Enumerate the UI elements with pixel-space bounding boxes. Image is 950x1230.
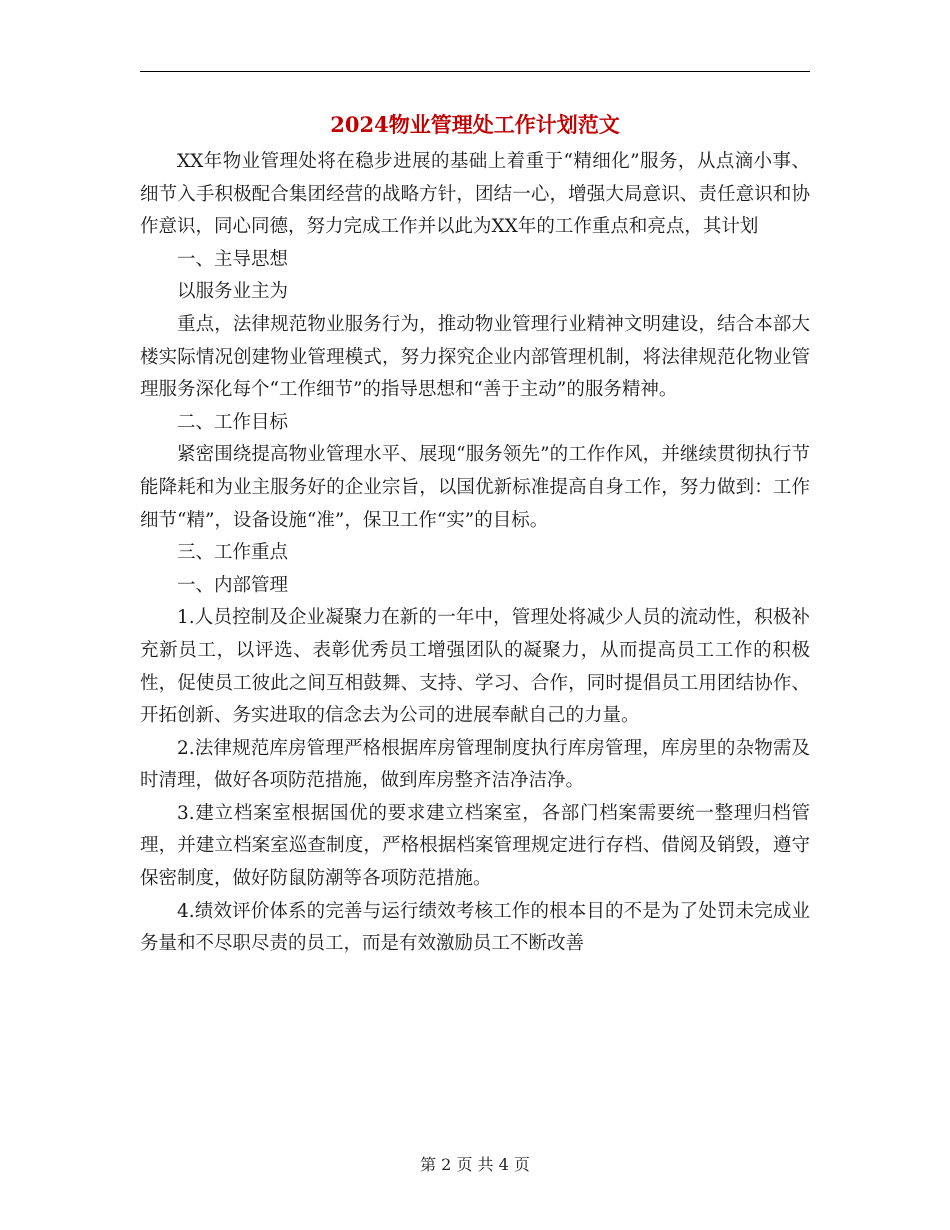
paragraph-item-3: 3.建立档案室根据国优的要求建立档案室，各部门档案需要统一整理归档管理，并建立档案室巡查制度，严格根据档案管理规定进行存档、借阅及销毁，遵守保密制度，做好防鼠防潮等各项防范措施。 [140,802,810,890]
paragraph-item-4: 4.绩效评价体系的完善与运行绩效考核工作的根本目的不是为了处罚未完成业务量和不尽职尽责的员工，而是有效激励员工不断改善 [140,900,810,955]
paragraph-item-2: 2.法律规范库房管理严格根据库房管理制度执行库房管理，库房里的杂物需及时清理，做好各项防范措施，做到库房整齐洁净洁净。 [140,737,810,792]
heading-work-priorities: 三、工作重点 [177,542,289,564]
document-body [140,146,810,961]
heading-work-goals: 二、工作目标 [177,411,289,433]
header-rule [140,71,810,72]
heading-guiding-ideology: 一、主导思想 [177,248,289,270]
paragraph-item-1: 1.人员控制及企业凝聚力在新的一年中，管理处将减少人员的流动性，积极补充新员工，以评选、表彰优秀员工增强团队的凝聚力，从而提高员工工作的积极性，促使员工彼此之间互相鼓舞、支持、学习、合作，同时提倡员工用团结协作、开拓创新、务实进取的信念去为公司的进展奉献自己的力量。 [140,607,810,727]
paragraph-focus: 重点，法律规范物业服务行为，推动物业管理行业精神文明建设，结合本部大楼实际情况创建物业管理模式，努力探究企业内部管理机制，将法律规范化物业管理服务深化每个“工作细节”的指导思想和“善于主动”的服务精神。 [140,313,810,401]
page-number: 第 2 页 共 4 页 [420,1155,530,1174]
paragraph-intro: XX年物业管理处将在稳步进展的基础上着重于“精细化”服务，从点滴小事、细节入手积极配合集团经营的战略方针，团结一心，增强大局意识、责任意识和协作意识，同心同德，努力完成工作并以此为XX年的工作重点和亮点，其计划 [140,151,810,238]
document-title: 2024物业管理处工作计划范文 [330,112,620,137]
paragraph-goals: 紧密围绕提高物业管理水平、展现“服务领先”的工作作风，并继续贯彻执行节能降耗和为业主服务好的企业宗旨，以国优新标准提高自身工作，努力做到：工作细节“精”，设备设施“准”，保卫工作“实”的目标。 [140,444,810,531]
heading-internal-management: 一、内部管理 [177,574,289,596]
paragraph-service-owner: 以服务业主为 [177,281,289,303]
